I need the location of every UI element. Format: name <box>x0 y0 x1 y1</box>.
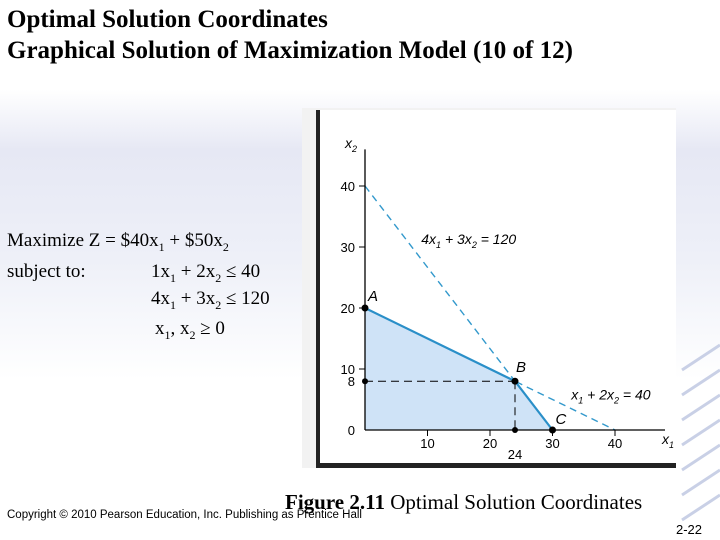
caption-figure-number: Figure 2.11 <box>285 490 385 514</box>
copyright-notice: Copyright © 2010 Pearson Education, Inc. Publishing as Prentice Hall <box>7 509 362 521</box>
x-tick-label: 20 <box>482 436 498 451</box>
slide-title <box>7 4 573 66</box>
y-tick-label: 0 <box>347 423 355 438</box>
y-tick-label: 8 <box>347 374 355 390</box>
page-number: 2-22 <box>675 522 702 537</box>
y-tick-label: 10 <box>340 362 355 377</box>
corner-label-a: A <box>368 288 379 305</box>
y-tick-label: 30 <box>340 240 355 255</box>
title-line-1: Optimal Solution Coordinates <box>7 6 328 33</box>
figure-panel <box>316 110 676 468</box>
subject-to-label: subject to: <box>7 261 86 282</box>
projection-dot-y <box>362 378 368 384</box>
x-axis-title: $x_1$ <box>662 431 675 450</box>
x-tick-label: 10 <box>420 436 435 451</box>
corner-point-a <box>362 305 369 312</box>
x-tick-label: 30 <box>545 436 560 451</box>
objective-function: Maximize $Z = \$40x_1$ + $\$50x_2$ <box>7 230 229 254</box>
constraint-label-1: $4x_1 + 3x_2 = 120$ <box>421 230 517 250</box>
y-tick-label: 40 <box>340 179 355 194</box>
constraint-label-2: $x_1 + 2x_2 = 40$ <box>571 386 651 406</box>
corner-label-b: B <box>516 359 527 377</box>
projection-dot-x <box>512 427 518 433</box>
figure-2-11 <box>302 108 676 468</box>
title-line-2: Graphical Solution of Maximization Model (10 of 12) <box>7 37 573 64</box>
caption-text: Optimal Solution Coordinates <box>384 490 643 514</box>
lp-graph <box>320 110 676 463</box>
constraint-2: $4x_1 + 3x_2 \le 120$ <box>151 288 270 312</box>
x-tick-label: 40 <box>607 436 623 451</box>
y-axis-title: $x_2$ <box>345 135 358 154</box>
corner-point-b <box>512 378 519 385</box>
constraint-nonnegativity: $x_1$, $x_2 \ge 0$ <box>155 318 225 342</box>
decorative-stripes <box>680 0 720 540</box>
constraint-1: $1x_1 + 2x_2 \le 40$ <box>151 261 261 285</box>
corner-label-c: C <box>555 411 567 428</box>
x-tick-label: 24 <box>507 447 523 462</box>
y-tick-label: 20 <box>340 301 355 316</box>
